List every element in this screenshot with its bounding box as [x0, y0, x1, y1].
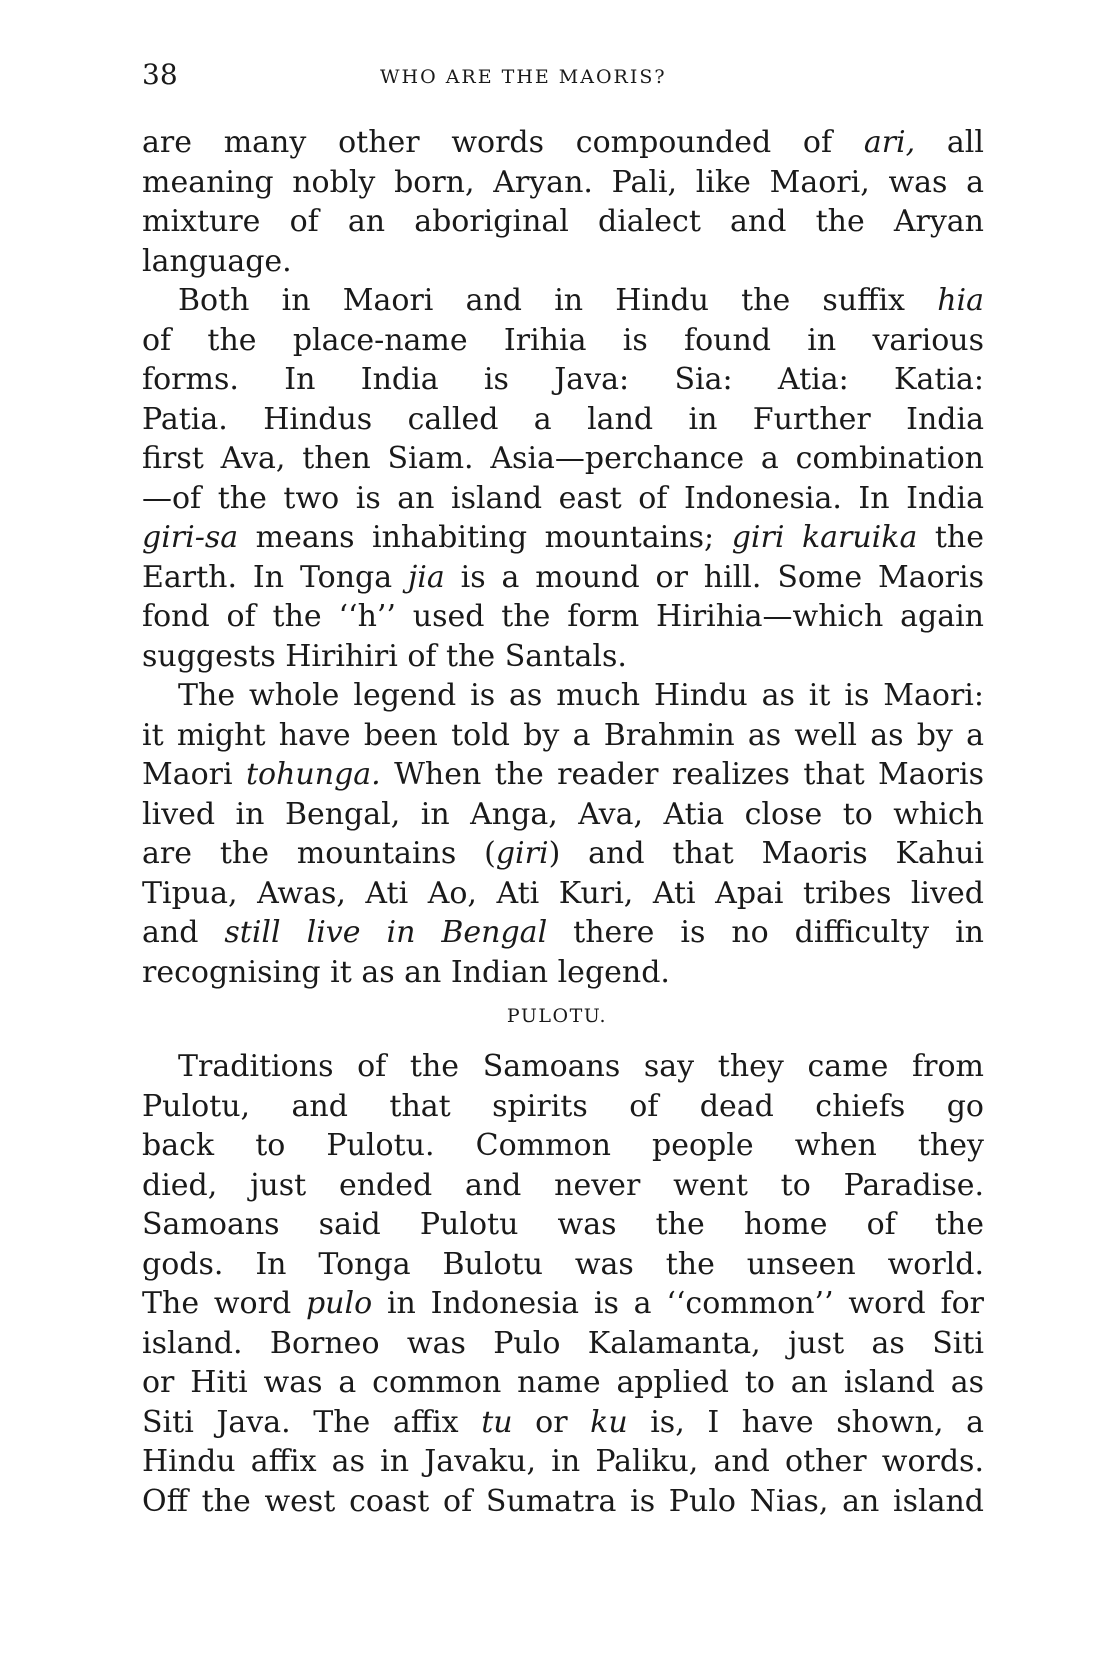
text-line: forms. In India is Java: Sia: Atia: Katia:	[142, 362, 984, 397]
text-line: Off the west coast of Sumatra is Pulo Nias, an island	[142, 1483, 984, 1519]
text-line: —of the two is an island east of Indonesia. In India	[142, 480, 984, 516]
running-title: WHO ARE THE MAORIS?	[380, 66, 667, 88]
text-line: died, just ended and never went to Paradise.	[142, 1167, 984, 1203]
text-line: The whole legend is as much Hindu as it is Maori:	[178, 678, 984, 713]
text-line: lived in Bengal, in Anga, Ava, Atia close to which	[142, 796, 984, 832]
text-line: fond of the ‘‘h’’ used the form Hirihia—which again	[142, 599, 984, 634]
text-line: are the mountains (giri) and that Maoris Kahui	[142, 836, 985, 871]
text-line: Samoans said Pulotu was the home of the	[142, 1207, 984, 1242]
text-line: first Ava, then Siam. Asia—perchance a combination	[142, 441, 984, 476]
text-line: it might have been told by a Brahmin as well as by a	[142, 717, 984, 753]
text-line: Siti Java. The affix tu or ku is, I have shown, a	[142, 1404, 984, 1440]
text-line: Maori tohunga. When the reader realizes that Maoris	[142, 757, 984, 792]
text-line: language.	[142, 243, 292, 279]
text-line: Both in Maori and in Hindu the suffix hia	[178, 283, 984, 318]
text-line: meaning nobly born, Aryan. Pali, like Maori, was a	[142, 164, 984, 200]
text-line: Earth. In Tonga jia is a mound or hill. Some Maoris	[142, 559, 984, 595]
section-heading: PULOTU.	[506, 1005, 608, 1027]
text-line: Traditions of the Samoans say they came from	[178, 1049, 984, 1084]
text-line: back to Pulotu. Common people when they	[142, 1128, 984, 1163]
body-text-part-2	[142, 1047, 984, 1521]
body-text-part-1	[142, 123, 984, 992]
text-line: Hindu affix as in Javaku, in Paliku, and other words.	[142, 1444, 984, 1479]
text-line: Tipua, Awas, Ati Ao, Ati Kuri, Ati Apai tribes lived	[142, 875, 984, 911]
text-line: gods. In Tonga Bulotu was the unseen world.	[142, 1246, 984, 1282]
text-line: The word pulo in Indonesia is a ‘‘common’’ word for	[142, 1286, 984, 1321]
text-line: recognising it as an Indian legend.	[142, 954, 670, 990]
text-line: are many other words compounded of ari, all	[142, 125, 984, 160]
text-line: and still live in Bengal there is no difficulty in	[142, 915, 984, 950]
text-line: giri-sa means inhabiting mountains; giri karuika the	[142, 520, 985, 555]
text-line: suggests Hirihiri of the Santals.	[142, 638, 627, 674]
text-line: Pulotu, and that spirits of dead chiefs go	[142, 1088, 984, 1124]
text-line: island. Borneo was Pulo Kalamanta, just as Siti	[142, 1325, 984, 1361]
running-head	[142, 58, 984, 98]
page-number: 38	[142, 58, 178, 91]
text-line: Patia. Hindus called a land in Further India	[142, 401, 984, 437]
text-line: mixture of an aboriginal dialect and the Aryan	[142, 204, 984, 239]
text-line: or Hiti was a common name applied to an island as	[142, 1365, 984, 1400]
text-line: of the place-name Irihia is found in various	[142, 322, 984, 358]
